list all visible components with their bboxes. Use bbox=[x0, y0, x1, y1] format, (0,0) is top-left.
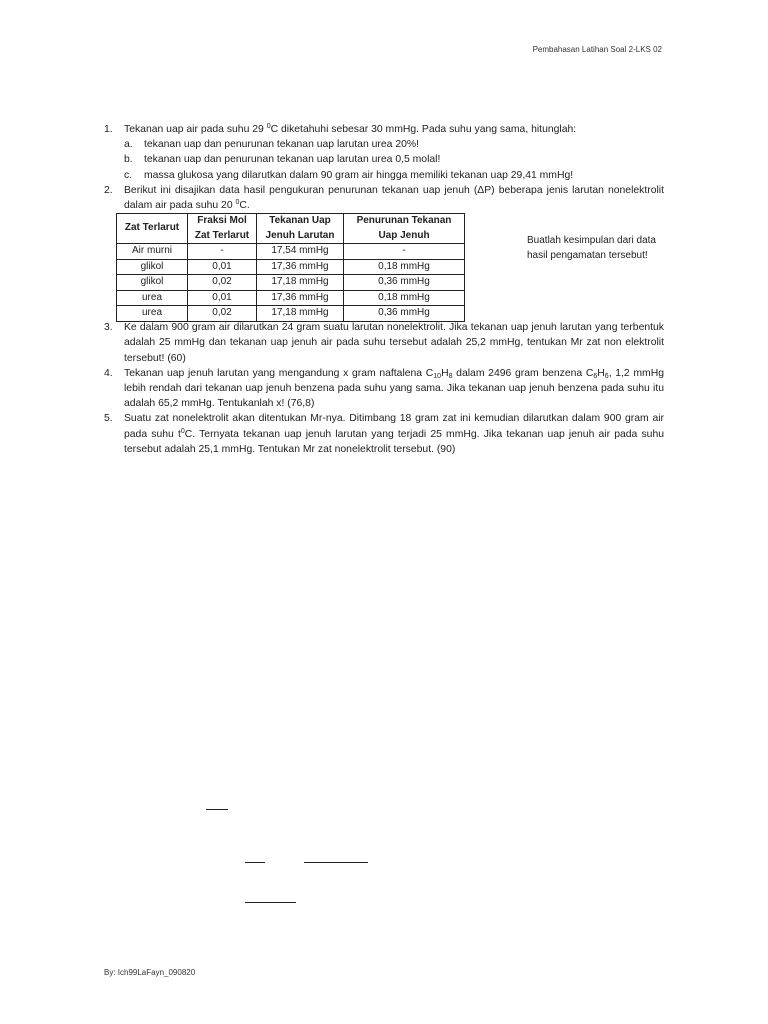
sub-text: tekanan uap dan penurunan tekanan uap larutan urea 0,5 molal! bbox=[144, 154, 441, 166]
table-cell: 0,01 bbox=[188, 290, 257, 306]
problem-2 bbox=[104, 183, 664, 213]
subscript: 6 bbox=[604, 372, 609, 380]
fraction-bar-line bbox=[206, 809, 228, 810]
superscript: 0 bbox=[235, 199, 240, 207]
problem-number: 3. bbox=[104, 322, 113, 334]
column-header: Penurunan Tekanan Uap Jenuh bbox=[344, 214, 465, 244]
sub-item-b bbox=[124, 152, 664, 167]
table-row bbox=[117, 259, 465, 275]
table-cell: - bbox=[344, 244, 465, 260]
superscript: 0 bbox=[180, 427, 185, 435]
problem-text: C. bbox=[239, 200, 250, 212]
table-row bbox=[117, 275, 465, 291]
table-cell: glikol bbox=[117, 259, 188, 275]
problem-text: H bbox=[597, 367, 605, 379]
table-row bbox=[117, 290, 465, 306]
problem-4 bbox=[104, 366, 664, 412]
data-table-wrap bbox=[116, 213, 664, 320]
table-cell: glikol bbox=[117, 275, 188, 291]
sub-label: a. bbox=[124, 139, 133, 151]
column-header: Fraksi Mol Zat Terlarut bbox=[188, 214, 257, 244]
problem-text: Tekanan uap jenuh larutan yang mengandung x gram naftalena C bbox=[124, 367, 434, 379]
table-row bbox=[117, 244, 465, 260]
problem-number: 1. bbox=[104, 124, 113, 135]
problem-text: Ke dalam 900 gram air dilarutkan 24 gram suatu larutan nonelektrolit. Jika tekanan uap jenuh larutan yang terbentuk adalah 25 mmHg dan tekanan uap jenuh air pada suhu tersebut adalah 25,2 mmHg, tentukan Mr zat non elektrolit tersebut! (60) bbox=[124, 322, 664, 364]
problem-number: 4. bbox=[104, 367, 113, 379]
sub-label: c. bbox=[124, 169, 133, 181]
table-cell: 0,36 mmHg bbox=[344, 275, 465, 291]
problem-text: C. Ternyata tekanan uap jenuh larutan yang terjadi 25 mmHg. Jika tekanan uap jenuh air pada suhu tersebut adalah 25,1 mmHg. Tentukan Mr zat nonelektrolit tersebut. (90) bbox=[124, 428, 665, 455]
sub-label: b. bbox=[124, 154, 133, 166]
problem-text: Suatu zat nonelektrolit akan ditentukan Mr-nya. Ditimbang 18 gram zat ini kemudian dilarutkan dalam 900 gram air pada suhu t bbox=[124, 413, 664, 440]
page-footer: By: Ich99LaFayn_090820 bbox=[104, 968, 196, 977]
table-cell: - bbox=[188, 244, 257, 260]
data-table bbox=[116, 213, 465, 322]
side-note: Buatlah kesimpulan dari data hasil pengamatan tersebut! bbox=[527, 235, 656, 262]
table-cell: 0,36 mmHg bbox=[344, 306, 465, 322]
table-cell: 0,02 bbox=[188, 306, 257, 322]
table-row bbox=[117, 306, 465, 322]
subscript: 6 bbox=[593, 372, 598, 380]
fraction-bar-line bbox=[304, 862, 368, 863]
problem-text: C diketahuhi sebesar 30 mmHg. Pada suhu yang sama, hitunglah: bbox=[270, 124, 577, 135]
column-header: Zat Terlarut bbox=[117, 214, 188, 244]
problem-text: H bbox=[441, 367, 449, 379]
table-cell: 17,36 mmHg bbox=[257, 259, 344, 275]
table-header-row bbox=[117, 214, 465, 244]
table-cell: 0,18 mmHg bbox=[344, 259, 465, 275]
subscript: 8 bbox=[448, 372, 453, 380]
sub-item-a bbox=[124, 137, 664, 152]
problem-text: Berikut ini disajikan data hasil pengukuran penurunan tekanan uap jenuh (ΔP) beberapa jenis larutan nonelektrolit dalam air pada suhu 20 bbox=[124, 184, 664, 212]
table-cell: 0,02 bbox=[188, 275, 257, 291]
table-cell: Air murni bbox=[117, 244, 188, 260]
column-header: Tekanan Uap Jenuh Larutan bbox=[257, 214, 344, 244]
fraction-bar-line bbox=[245, 902, 296, 903]
table-cell: urea bbox=[117, 306, 188, 322]
table-cell: 17,18 mmHg bbox=[257, 275, 344, 291]
problem-1 bbox=[104, 122, 664, 183]
problem-text: Tekanan uap air pada suhu 29 bbox=[124, 124, 267, 135]
table-cell: 17,54 mmHg bbox=[257, 244, 344, 260]
sub-item-c bbox=[124, 168, 664, 183]
table-cell: 0,01 bbox=[188, 259, 257, 275]
page-header: Pembahasan Latihan Soal 2-LKS 02 bbox=[532, 45, 662, 54]
problem-3 bbox=[104, 320, 664, 366]
sub-text: massa glukosa yang dilarutkan dalam 90 gram air hingga memiliki tekanan uap 29,41 mmHg! bbox=[144, 169, 574, 181]
problem-number: 5. bbox=[104, 413, 113, 425]
superscript: 0 bbox=[266, 123, 271, 130]
problem-text: , 1,2 mmHg lebih rendah dari tekanan uap jenuh benzena pada suhu yang sama. Jika tekanan uap jenuh benzena pada suhu itu adalah 65,2 mmHg. Tentukanlah x! (76,8) bbox=[124, 367, 664, 410]
fraction-bar-line bbox=[245, 862, 265, 863]
problem-list bbox=[104, 122, 664, 457]
problem-number: 2. bbox=[104, 184, 113, 196]
table-cell: 0,18 mmHg bbox=[344, 290, 465, 306]
table-cell: 17,18 mmHg bbox=[257, 306, 344, 322]
table-cell: 17,36 mmHg bbox=[257, 290, 344, 306]
problem-text: dalam 2496 gram benzena C bbox=[452, 367, 594, 379]
subscript: 10 bbox=[433, 372, 442, 380]
problem-5 bbox=[104, 411, 664, 457]
table-cell: urea bbox=[117, 290, 188, 306]
sub-text: tekanan uap dan penurunan tekanan uap larutan urea 20%! bbox=[144, 139, 419, 151]
